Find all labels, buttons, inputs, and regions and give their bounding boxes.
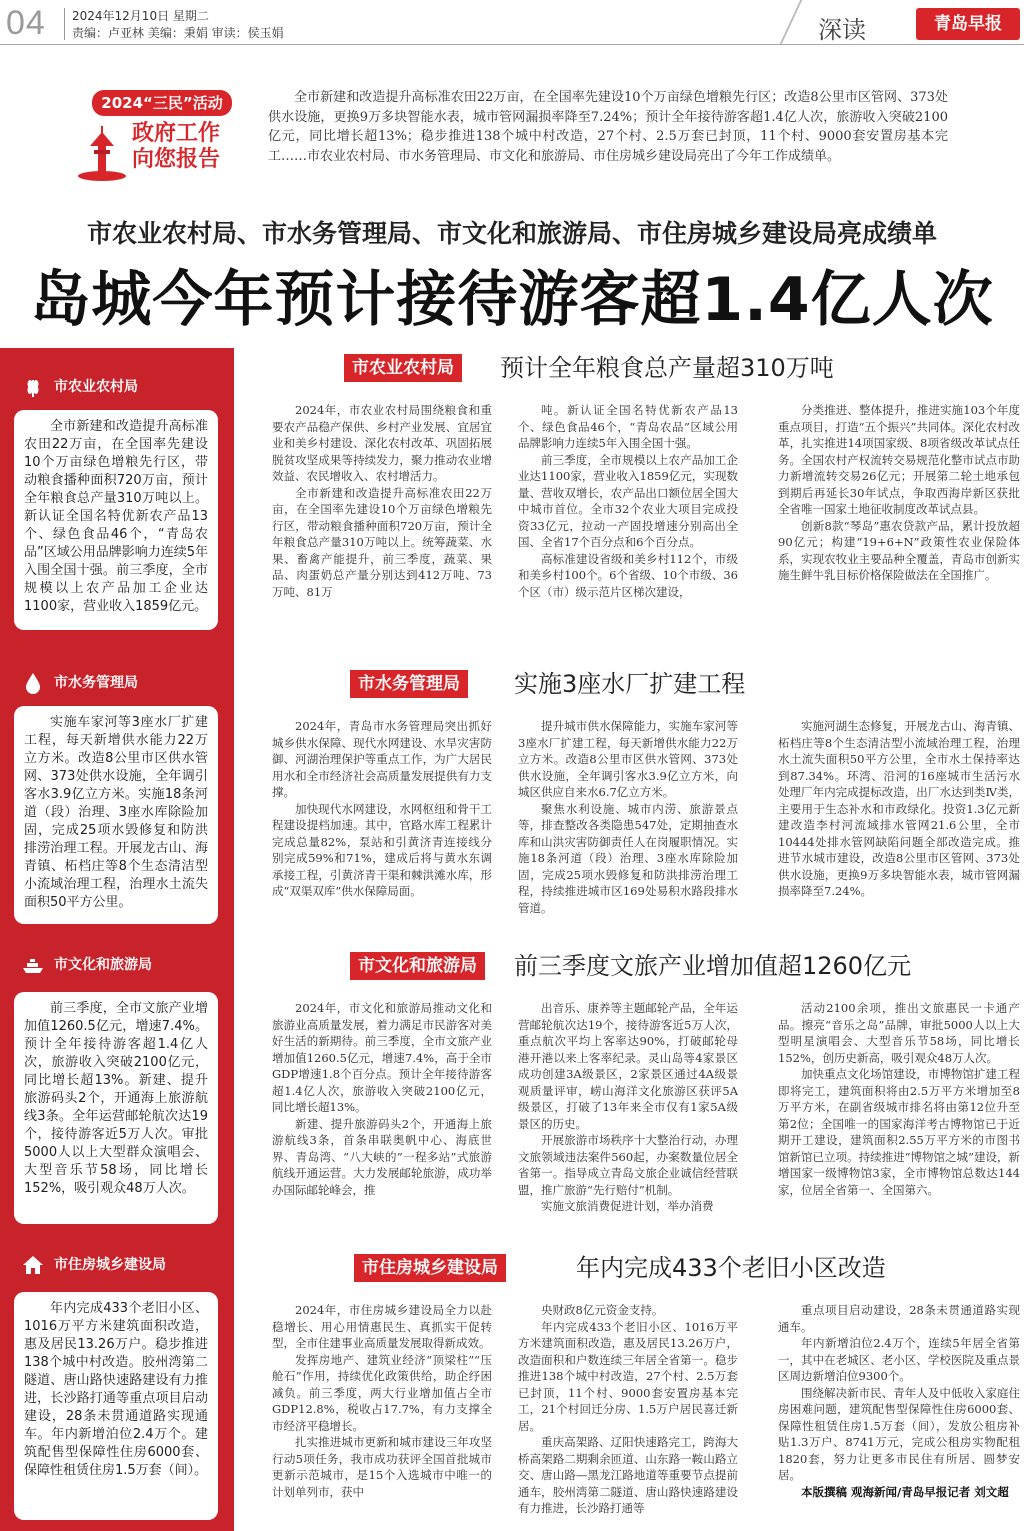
paragraph: 新建、提升旅游码头2个，开通海上旅游航线3条，首条串联奥帆中心、海底世界、青岛湾、“八大峡的”一程多站”式旅游航线开通运营。大力发展邮轮旅游，成功举办国际邮轮峰会，推 [272,1116,492,1197]
paragraph: 实施文旅消费促进计划，举办消费 [541,1199,714,1213]
article-column [518,1000,738,1232]
paragraph: 实施河湖生态修复，开展龙古山、海青镇、柘档庄等8个生态清洁型小流域治理工程，治理水土流失面积50平方公里，全市水土保持率达到87.34%。环湾、沿河的16座城市生活污水处理厂年内完成提标改造，出厂水达到类Ⅳ类，主要用于生态补水和市政绿化。投资1.3亿元新建改造李村河流域排水管网21.6公里，全市10444处排水管网缺陷问题全部改造完成。推进节水城市建设，改造8公里市区管网、373处供水设施，更换9万多块智能水表，城市管网漏损率降至7.24%。 [778,719,1020,898]
paragraph: 出音乐、康养等主题邮轮产品，全年运营邮轮航次达19个，接待游客近5万人次，重点航次平均上客率达90%，打破邮轮母港开港以来上客率纪录。灵山岛等4家景区成功创建3A级景区，2家景区通过4A级景观质量评审，崂山海洋文化旅游区获评5A级景区，打破了13年来全市仅有1家5A级景区的历史。 [518,1001,738,1131]
paragraph: 2024年，市住房城乡建设局全力以赴稳增长、用心用情惠民生、真抓实干促转型，全市住建事业高质量发展取得新成效。 [272,1303,492,1350]
paragraph: 发挥房地产、建筑业经济“顶梁柱”“压舱石”作用，持续优化政策供给，助企纾困减负。前三季度，两大行业增加值占全市GDP12.8%，税收占17.7%，有力支撑全市经济平稳增长。 [272,1352,492,1433]
article-column [778,718,1020,940]
paragraph: 高标准建设省级和美乡村112个，市级和美乡村100个。6个省级、10个市级、36个区（市）级示范片区梯次建设， [518,551,738,599]
paragraph: 吨。新认证全国名特优新农产品13个、绿色食品46个，“青岛农品”区域公用品牌影响力连续5年入围全国十强。 [518,403,738,450]
section-title-housing: 年内完成433个老旧小区改造 [576,1254,886,1282]
paragraph: 2024年，青岛市水务管理局突出抓好城乡供水保障、现代水网建设、水旱灾害防御、河湖治理保护等重点工作，为广大居民用水和全市经济社会高质量发展提供有力支撑。 [272,719,492,799]
section-label-housing: 市住房城乡建设局 [354,1254,506,1282]
article-column [518,718,738,940]
sidebar-box-agriculture: 全市新建和改造提升高标准农田22万亩，在全国率先建设10个万亩绿色增粮先行区，带动粮食播种面积720万亩，预计全年粮食总产量310万吨以上。新认证全国名特优新农产品13个、绿色食品46个，“青岛农品”区域公用品牌影响力连续5年入围全国十强。前三季度，全市规模以上农产品加工企业达1100家，营业收入1859亿元。 [14,410,218,630]
subheadline: 市农业农村局、市水务管理局、市文化和旅游局、市住房城乡建设局亮成绩单 [86,219,937,248]
article-column [272,718,492,940]
header-divider [64,8,65,40]
article-column [272,1000,492,1232]
sidebar-head-label: 市水务管理局 [54,675,138,691]
paragraph: 前三季度，全市规模以上农产品加工企业达1100家，营业收入1859亿元，实现数量、营收双增长，农产品出口额位居全国大中城市首位。全市32个农业大项目完成投资33亿元，拉动一产固投增速分别高出全国、全省17个百分点和6个百分点。 [518,452,738,549]
tower-icon [76,126,128,182]
wheat-icon [22,376,44,398]
paragraph: 活动2100余项，推出文旅惠民一卡通产品。擦亮“音乐之岛”品牌，审批5000人以上大型明星演唱会、大型音乐节58场，同比增长152%，创历史新高，吸引观众48万人次。 [778,1001,1020,1065]
section-label-agriculture: 市农业农村局 [344,354,462,382]
paragraph: 年内完成433个老旧小区、1016万平方米建筑面积改造，惠及居民13.26万户，改造面积和户数连续三年居全省第一。稳步推进138个城中村改造，27个村、2.5万套已封顶，11个村、9000套安置房基本完工，21个村回迁分房、1.5万户居民喜迁新居。 [518,1319,738,1433]
newspaper-logo: 青岛早报 [916,8,1020,40]
paragraph: 重点项目启动建设，28条未贯通道路实现通车。 [778,1303,1020,1334]
paragraph: 全市新建和改造提升高标准农田22万亩，在全国率先建设10个万亩绿色增粮先行区，带动粮食播种面积720万亩，预计全年粮食总产量310万吨以上。统筹蔬菜、水果、畜禽产能提升，前三季度，蔬菜、果品、肉蛋奶总产量分别达到412万吨、73万吨、81万 [272,485,492,599]
sidebar-head-tourism [18,952,218,978]
page-number: 04 [6,4,46,42]
sidebar-box-water: 实施车家河等3座水厂扩建工程，每天新增供水能力22万立方米。改造8公里市区供水管网、373处供水设施，全年调引客水3.9亿立方米。实施18条河道（段）治理、3座水库除险加固，完成25项水毁修复和防洪排涝治理工程。开展龙古山、海青镇、柘档庄等8个生态清洁型小流域治理工程，治理水土流失面积50平方公里。 [14,706,218,924]
summary-sidebar [0,348,234,1531]
section-label-water: 市水务管理局 [350,670,468,698]
paragraph: 围绕解决新市民、青年人及中低收入家庭住房困难问题，建筑配售型保障性住房6000套、保障性租赁住房1.5万套（间），发放公租房补贴1.3万户、8741万元，完成公租房实物配租1820套，努力让更多市民住有所居、圆梦安居。 [778,1385,1020,1482]
paragraph: 开展旅游市场秩序十大整治行动，办理文旅领域违法案件560起，办案数量位居全省第一。指导成立青岛文旅企业诚信经营联盟，推广旅游“先行赔付”机制。 [518,1133,738,1197]
article-column [778,402,1020,636]
paragraph: 央财政8亿元资金支持。 [541,1303,664,1317]
ship-icon [22,954,44,976]
sidebar-box-tourism: 前三季度，全市文旅产业增加值1260.5亿元，增速7.4%。预计全年接待游客超1.4亿人次，旅游收入突破2100亿元，同比增长超13%。新建、提升旅游码头2个，开通海上旅游航线3条。全年运营邮轮航次达19个，接待游客近5万人次。审批5000人以上大型群众演唱会、大型音乐节58场，同比增长152%，吸引观众48万人次。 [14,992,218,1224]
campaign-badge-slogan: 政府工作向您报告 [132,120,221,172]
sidebar-head-housing [18,1252,218,1278]
header-slant-divider [780,0,803,44]
paragraph: 年内新增泊位2.4万个，连续5年居全省第一，其中在老城区、老小区、学校医院及重点景区周边新增泊位9300个。 [778,1336,1020,1383]
sidebar-head-label: 市文化和旅游局 [54,957,152,973]
paragraph: 加快重点文化场馆建设，市博物馆扩建工程即将完工，建筑面积将由2.5万平方米增加至8万平方米，在副省级城市排名将由第12位升至第2位；全国唯一的国家海洋考古博物馆已于近期开工建设，建筑面积2.55万平方米的市图书馆新馆已立项。持续推进“博物馆之城”建设，新增国家一级博物馆3家，全市博物馆总数达144家，位居全省第一、全国第六。 [778,1067,1020,1197]
paragraph: 聚焦水利设施、城市内涝、旅游景点等，排查整改各类隐患547处，定期抽查水库和山洪灾害防御责任人在岗履职情况。实施18条河道（段）治理、3座水库除险加固，完成25项水毁修复和防洪排涝治理工程，持续推进城市区169处易积水路段排水管道。 [518,801,738,915]
sidebar-head-label: 市住房城乡建设局 [54,1257,166,1273]
section-label-tourism: 市文化和旅游局 [350,952,485,980]
paragraph: 2024年，市农业农村局围绕粮食和重要农产品稳产保供、乡村产业发展、宜居宜业和美乡村建设、深化农村改革、巩固拓展脱贫攻坚成果等持续发力，聚力推动农业增效益、农民增收入、农村增活力。 [272,403,492,483]
paragraph: 重庆高架路、辽阳快速路完工，跨海大桥高架路二期剩余匝道、山东路一鞍山路立交、唐山路—黑龙江路地道等重要节点提前通车，胶州湾第二隧道、唐山路快速路建设有力推进，长沙路打通等 [518,1435,738,1515]
paragraph: 提升城市供水保障能力，实施车家河等3座水厂扩建工程，每天新增供水能力22万立方米。改造8公里市区供水管网、373处供水设施，全年调引客水3.9亿立方米，向城区供应自来水6.7亿立方米。 [518,719,738,799]
sidebar-head-label: 市农业农村局 [54,379,138,395]
paragraph: 分类推进、整体提升，推进实施103个年度重点项目，打造“五个振兴”共同体。深化农村改革，扎实推进14项国家级、8项省级改革试点任务。全国农村产权流转交易规范化整市试点市助力新增流转交易26亿元；开展第二轮土地承包到期后再延长30年试点，争取西海岸新区获批全省唯一国家土地征收制度改革试点县。 [778,403,1020,516]
editor-credits: 责编：卢亚林 美编：秉娟 审读：侯玉娟 [72,26,284,40]
issue-date: 2024年12月10日 星期二 [72,9,209,23]
intro-paragraph: 全市新建和改造提升高标准农田22万亩，在全国率先建设10个万亩绿色增粮先行区；改造8公里市区管网、373处供水设施，更换9万多块智能水表，城市管网漏损率降至7.24%；预计全年接待游客超1.4亿人次，旅游收入突破2100亿元，同比增长超13%；稳步推进138个城中村改造，27个村、2.5万套已封顶，11个村、9000套安置房基本完工……市农业农村局、市水务管理局、市文化和旅游局、市住房城乡建设局亮出了今年工作成绩单。 [268,90,948,164]
paragraph: 扎实推进城市更新和城市建设三年攻坚行动5项任务，我市成功获评全国首批城市更新示范城市，是15个入选城市中唯一的计划单列市，获中 [272,1435,492,1499]
headline: 岛城今年预计接待游客超1.4亿人次 [30,265,994,335]
article-column [778,1302,1020,1526]
article-column [778,1000,1020,1232]
paragraph: 创新8款“琴岛”惠农贷款产品，累计投放超90亿元；构建“19+6+N”政策性农业保险体系，实现农牧业主要品种全覆盖，青岛市创新实施生鲜牛乳目标价格保险做法在全国推广。 [778,518,1020,582]
section-name: 深读 [818,16,866,44]
header-rule [0,44,1024,45]
house-icon [22,1254,44,1276]
section-title-agriculture: 预计全年粮食总产量超310万吨 [500,354,834,382]
byline: 本版撰稿 观海新闻/青岛早报记者 刘文超 [801,1484,1009,1499]
water-drop-icon [22,672,44,694]
article-column [272,1302,492,1526]
section-title-tourism: 前三季度文旅产业增加值超1260亿元 [514,952,912,980]
article-column [272,402,492,636]
campaign-badge-title: 2024“三民”活动 [92,90,232,116]
article-column [518,402,738,636]
sidebar-head-water [18,670,218,696]
sidebar-box-housing: 年内完成433个老旧小区、1016万平方米建筑面积改造，惠及居民13.26万户。稳步推进138个城中村改造。胶州湾第二隧道、唐山路快速路建设有力推进，长沙路打通等重点项目启动建设，28条未贯通道路实现通车。年内新增泊位2.4万个。建筑配售型保障性住房6000套、保障性租赁住房1.5万套（间）。 [14,1292,218,1520]
section-title-water: 实施3座水厂扩建工程 [514,670,746,698]
paragraph: 2024年，市文化和旅游局推动文化和旅游业高质量发展，着力满足市民游客对美好生活的新期待。前三季度，全市文旅产业增加值1260.5亿元，增速7.4%，高于全市GDP增速1.8个百分点。预计全年接待游客超1.4亿人次，旅游收入突破2100亿元，同比增长超13%。 [272,1001,492,1114]
campaign-badge [76,90,236,182]
sidebar-head-agriculture [18,374,218,400]
article-column [518,1302,738,1526]
paragraph: 加快现代水网建设，水网枢纽和骨干工程建设提档加速。其中，官路水库工程累计完成总量82%，泵站和引黄济青连接线分别完成59%和71%，建成后将与黄水东调承接工程，引黄济青干渠和棘洪滩水库，形成“双渠双库”供水保障局面。 [272,801,492,898]
